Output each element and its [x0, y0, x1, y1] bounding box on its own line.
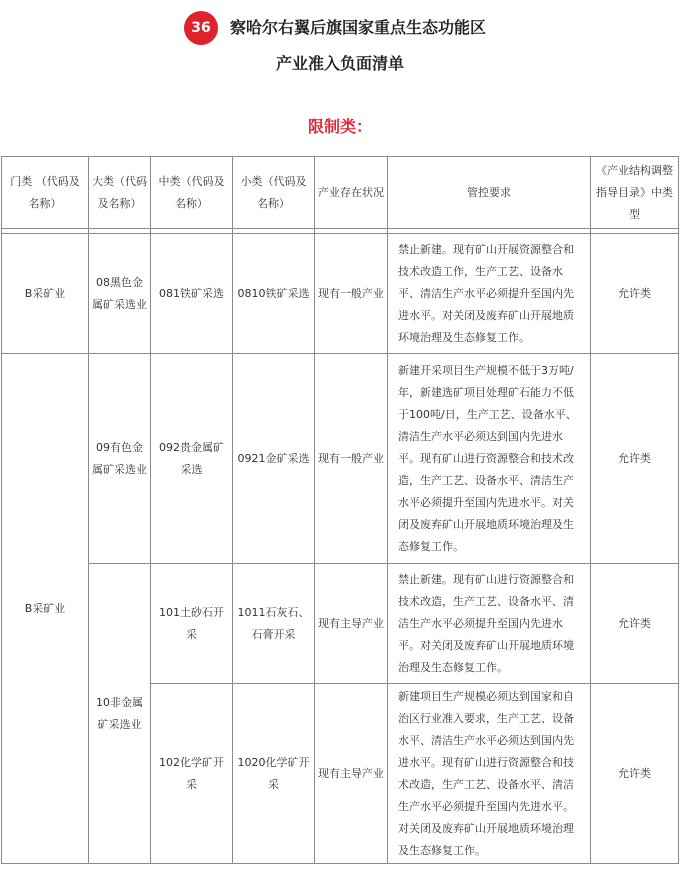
table-header-row	[2, 157, 679, 229]
major-cell: 08黑色金属矿采选业	[89, 234, 151, 354]
major-cell: 09有色金属矿采选业	[89, 354, 151, 564]
document-title: 察哈尔右翼后旗国家重点生态功能区	[230, 18, 487, 37]
status-cell: 现有主导产业	[315, 564, 388, 684]
requirement-cell: 禁止新建。现有矿山进行资源整合和技术改造，生产工艺、设备水平、清洁生产水平必须提升至国内先进水平。对关闭及废弃矿山开展地质环境治理及生态修复工作。	[388, 564, 591, 684]
negative-list-table	[1, 156, 679, 864]
column-header-requirement: 管控要求	[388, 157, 591, 229]
type-cell: 允许类	[591, 564, 679, 684]
type-cell: 允许类	[591, 234, 679, 354]
section-title: 限制类：	[307, 117, 372, 136]
mid-cell: 101土砂石开采	[151, 564, 233, 684]
type-cell: 允许类	[591, 354, 679, 564]
status-cell: 现有主导产业	[315, 684, 388, 864]
status-cell: 现有一般产业	[315, 354, 388, 564]
status-cell: 现有一般产业	[315, 234, 388, 354]
column-header-type: 《产业结构调整指导目录》中类型	[591, 157, 679, 229]
document-header	[0, 0, 680, 90]
column-header-status: 产业存在状况	[315, 157, 388, 229]
table-row	[2, 564, 679, 684]
column-header-category: 门类 （代码及名称）	[2, 157, 89, 229]
requirement-cell: 新建项目生产规模必须达到国家和自治区行业准入要求，生产工艺、设备水平、清洁生产水平必须达到国内先进水平。现有矿山进行资源整合和技术改造，生产工艺、设备水平、清洁生产水平必须提升至国内先进水平。对关闭及废弃矿山开展地质环境治理及生态修复工作。	[388, 684, 591, 864]
mid-cell: 081铁矿采选	[151, 234, 233, 354]
column-header-major: 大类（代码及名称）	[89, 157, 151, 229]
number-badge: 36	[184, 11, 218, 45]
minor-cell: 1020化学矿开采	[233, 684, 315, 864]
table-row	[2, 234, 679, 354]
major-cell: 10非金属矿采选业	[89, 564, 151, 864]
category-cell: B采矿业	[2, 234, 89, 354]
type-cell: 允许类	[591, 684, 679, 864]
table-row	[2, 354, 679, 564]
minor-cell: 0921金矿采选	[233, 354, 315, 564]
mid-cell: 102化学矿开采	[151, 684, 233, 864]
minor-cell: 0810铁矿采选	[233, 234, 315, 354]
column-header-mid: 中类（代码及名称）	[151, 157, 233, 229]
column-header-minor: 小类（代码及名称）	[233, 157, 315, 229]
minor-cell: 1011石灰石、石膏开采	[233, 564, 315, 684]
requirement-cell: 新建开采项目生产规模不低于3万吨/年，新建选矿项目处理矿石能力不低于100吨/日，生产工艺、设备水平、清洁生产水平必须达到国内先进水平。现有矿山进行资源整合和技术改造，生产工艺、设备水平、清洁生产水平必须提升至国内先进水平。对关闭及废弃矿山开展地质环境治理及生态修复工作。	[388, 354, 591, 564]
category-cell: B采矿业	[2, 354, 89, 864]
requirement-cell: 禁止新建。现有矿山开展资源整合和技术改造工作，生产工艺、设备水平、清洁生产水平必须提升至国内先进水平。对关闭及废弃矿山开展地质环境治理及生态修复工作。	[388, 234, 591, 354]
document-subtitle: 产业准入负面清单	[275, 54, 404, 73]
mid-cell: 092贵金属矿采选	[151, 354, 233, 564]
